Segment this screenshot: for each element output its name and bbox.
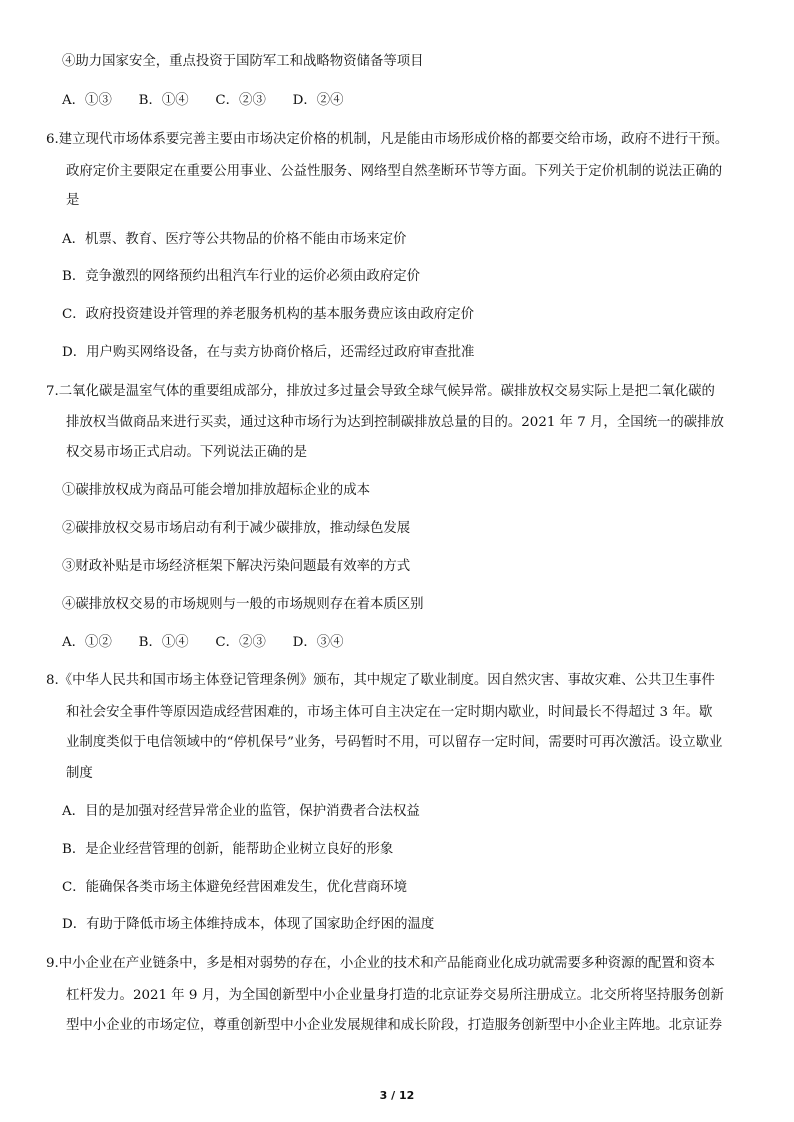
question-5-option-4: ④助力国家安全，重点投资于国防军工和战略物资储备等项目 (62, 54, 424, 69)
question-8-option-b: B．是企业经营管理的创新，能帮助企业树立良好的形象 (62, 842, 394, 857)
question-8-option-d: D．有助于降低市场主体维持成本，体现了国家助企纾困的温度 (62, 917, 435, 932)
question-8-stem-line-3: 业制度类似于电信领域中的“停机保号”业务，号码暂时不用，可以留存一定时间，需要时可再次激活。设立歇业 (66, 735, 723, 750)
question-8-stem-line-4: 制度 (66, 766, 93, 781)
question-6-option-d: D．用户购买网络设备，在与卖方协商价格后，还需经过政府审查批准 (62, 345, 475, 360)
question-6-stem-line-2: 政府定价主要限定在重要公用事业、公益性服务、网络型自然垄断环节等方面。下列关于定价机制的说法正确的 (66, 164, 723, 179)
question-6-option-a: A．机票、教育、医疗等公共物品的价格不能由市场来定价 (62, 232, 407, 247)
question-7-stem-line-3: 权交易市场正式启动。下列说法正确的是 (66, 445, 308, 460)
question-9-stem-line-1: 9.中小企业在产业链条中，多是相对弱势的存在，小企业的技术和产品能商业化成功就需要多种资源的配置和资本 (46, 956, 715, 971)
question-7-item-3: ③财政补贴是市场经济框架下解决污染问题最有效率的方式 (62, 559, 411, 574)
question-7-stem-line-1: 7.二氧化碳是温室气体的重要组成部分，排放过多过量会导致全球气候异常。碳排放权交易实际上是把二氧化碳的 (46, 384, 715, 399)
question-9-stem-line-3: 型中小企业的市场定位，尊重创新型中小企业发展规律和成长阶段，打造服务创新型中小企业主阵地。北京证券 (66, 1018, 723, 1033)
question-8-option-a: A．目的是加强对经营异常企业的监管，保护消费者合法权益 (62, 804, 420, 819)
question-6-stem-line-3: 是 (66, 193, 80, 208)
question-7-stem-line-2: 排放权当做商品来进行买卖，通过这种市场行为达到控制碳排放总量的目的。2021 年 7 月，全国统一的碳排放 (66, 415, 724, 430)
question-6-option-b: B．竞争激烈的网络预约出租汽车行业的运价必须由政府定价 (62, 269, 420, 284)
question-7-answers: A．①② B．①④ C．②③ D．③④ (62, 635, 344, 650)
question-5-answers: A．①③ B．①④ C．②③ D．②④ (62, 93, 344, 108)
question-8-option-c: C．能确保各类市场主体避免经营困难发生，优化营商环境 (62, 880, 408, 895)
question-9-stem-line-2: 杠杆发力。2021 年 9 月，为全国创新型中小企业量身打造的北京证券交易所注册成立。北交所将坚持服务创新 (66, 988, 724, 1003)
question-6-stem-line-1: 6.建立现代市场体系要完善主要由市场决定价格的机制，凡是能由市场形成价格的都要交给市场，政府不进行干预。 (46, 132, 729, 147)
question-7-item-2: ②碳排放权交易市场启动有利于减少碳排放，推动绿色发展 (62, 521, 411, 536)
question-8-stem-line-2: 和社会安全事件等原因造成经营困难的，市场主体可自主决定在一定时期内歇业，时间最长不得超过 3 年。歇 (66, 705, 713, 720)
question-7-item-4: ④碳排放权交易的市场规则与一般的市场规则存在着本质区别 (62, 597, 424, 612)
question-8-stem-line-1: 8.《中华人民共和国市场主体登记管理条例》颁布，其中规定了歇业制度。因自然灾害、事故灾难、公共卫生事件 (46, 673, 715, 688)
question-6-option-c: C．政府投资建设并管理的养老服务机构的基本服务费应该由政府定价 (62, 307, 474, 322)
question-7-item-1: ①碳排放权成为商品可能会增加排放超标企业的成本 (62, 483, 370, 498)
page-number: 3 / 12 (379, 1089, 415, 1102)
